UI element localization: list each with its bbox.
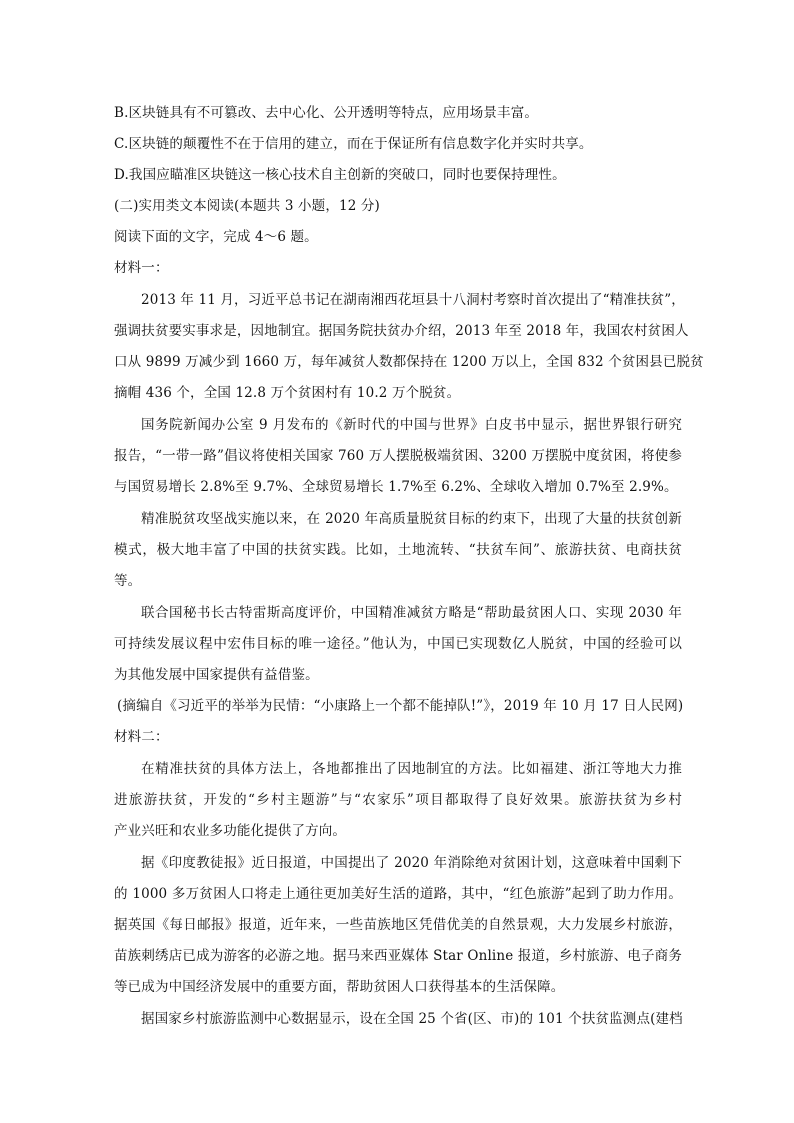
paragraph-line: 的 1000 多万贫困人口将走上通往更加美好生活的道路，其中，“红色旅游”起到了助力作用。 [114, 886, 682, 902]
paragraph-line: 等已成为中国经济发展中的重要方面，帮助贫困人口获得基本的生活保障。 [114, 979, 565, 995]
material-2-label: 材料二： [114, 729, 169, 745]
source-citation: (摘编自《习近平的举举为民情：“小康路上一个都不能掉队!”》，2019 年 10 月 17 日人民网) [117, 698, 684, 714]
paragraph-line: 苗族刺绣店已成为游客的必游之地。据马来西亚媒体 Star Online 报道，乡村旅游、电子商务 [114, 948, 682, 964]
paragraph-line: 与国贸易增长 2.8%至 9.7%、全球贸易增长 1.7%至 6.2%、全球收入增加 0.7%至 2.9%。 [114, 479, 678, 495]
option-b: B.区块链具有不可篡改、去中心化、公开透明等特点，应用场景丰富。 [114, 105, 539, 121]
paragraph-line: 可持续发展议程中宏伟目标的唯一途径。”他认为，中国已实现数亿人脱贫，中国的经验可以 [114, 636, 682, 652]
paragraph-line: 摘帽 436 个，全国 12.8 万个贫困村有 10.2 万个脱贫。 [114, 385, 461, 401]
section-heading: (二)实用类文本阅读(本题共 3 小题，12 分) [114, 198, 380, 214]
paragraph-line: 国务院新闻办公室 9 月发布的《新时代的中国与世界》白皮书中显示，据世界银行研究 [141, 417, 682, 433]
paragraph-line: 2013 年 11 月，习近平总书记在湖南湘西花垣县十八洞村考察时首次提出了“精准扶贫”， [141, 292, 685, 308]
paragraph-line: 报告，“一带一路”倡议将使相关国家 760 万人摆脱极端贫困、3200 万摆脱中度贫困，将使参 [114, 448, 682, 464]
option-d: D.我国应瞄准区块链这一核心技术自主创新的突破口，同时也要保持理性。 [114, 167, 566, 183]
paragraph-line: 在精准扶贫的具体方法上，各地都推出了因地制宜的方法。比如福建、浙江等地大力推 [141, 761, 682, 777]
paragraph-line: 等。 [114, 573, 142, 589]
paragraph-line: 强调扶贫要实事求是，因地制宜。据国务院扶贫办介绍，2013 年至 2018 年，我国农村贫困人 [114, 323, 689, 339]
reading-instruction: 阅读下面的文字，完成 4～6 题。 [114, 229, 318, 245]
option-c: C.区块链的颠覆性不在于信用的建立，而在于保证所有信息数字化并实时共享。 [114, 136, 593, 152]
paragraph-line: 为其他发展中国家提供有益借鉴。 [114, 667, 319, 683]
paragraph-line: 联合国秘书长古特雷斯高度评价，中国精准减贫方略是“帮助最贫困人口、实现 2030 年 [141, 605, 682, 621]
paragraph-line: 据《印度教徒报》近日报道，中国提出了 2020 年消除绝对贫困计划，这意味着中国剩下 [141, 855, 682, 871]
paragraph-line: 精准脱贫攻坚战实施以来，在 2020 年高质量脱贫目标的约束下，出现了大量的扶贫创新 [141, 511, 682, 527]
paragraph-line: 据英国《每日邮报》报道，近年来，一些苗族地区凭借优美的自然景观，大力发展乡村旅游， [114, 917, 682, 933]
paragraph-line: 模式，极大地丰富了中国的扶贫实践。比如，土地流转、“扶贫车间”、旅游扶贫、电商扶贫 [114, 542, 682, 558]
material-1-label: 材料一： [114, 260, 169, 276]
paragraph-line: 产业兴旺和农业多功能化提供了方向。 [114, 823, 347, 839]
paragraph-line: 口从 9899 万减少到 1660 万，每年减贫人数都保持在 1200 万以上，全国 832 个贫困县已脱贫 [114, 354, 704, 370]
paragraph-line: 进旅游扶贫，开发的“乡村主题游”与“农家乐”项目都取得了良好效果。旅游扶贫为乡村 [114, 792, 682, 808]
paragraph-line: 据国家乡村旅游监测中心数据显示，设在全国 25 个省(区、市)的 101 个扶贫监测点(建档 [141, 1011, 683, 1027]
